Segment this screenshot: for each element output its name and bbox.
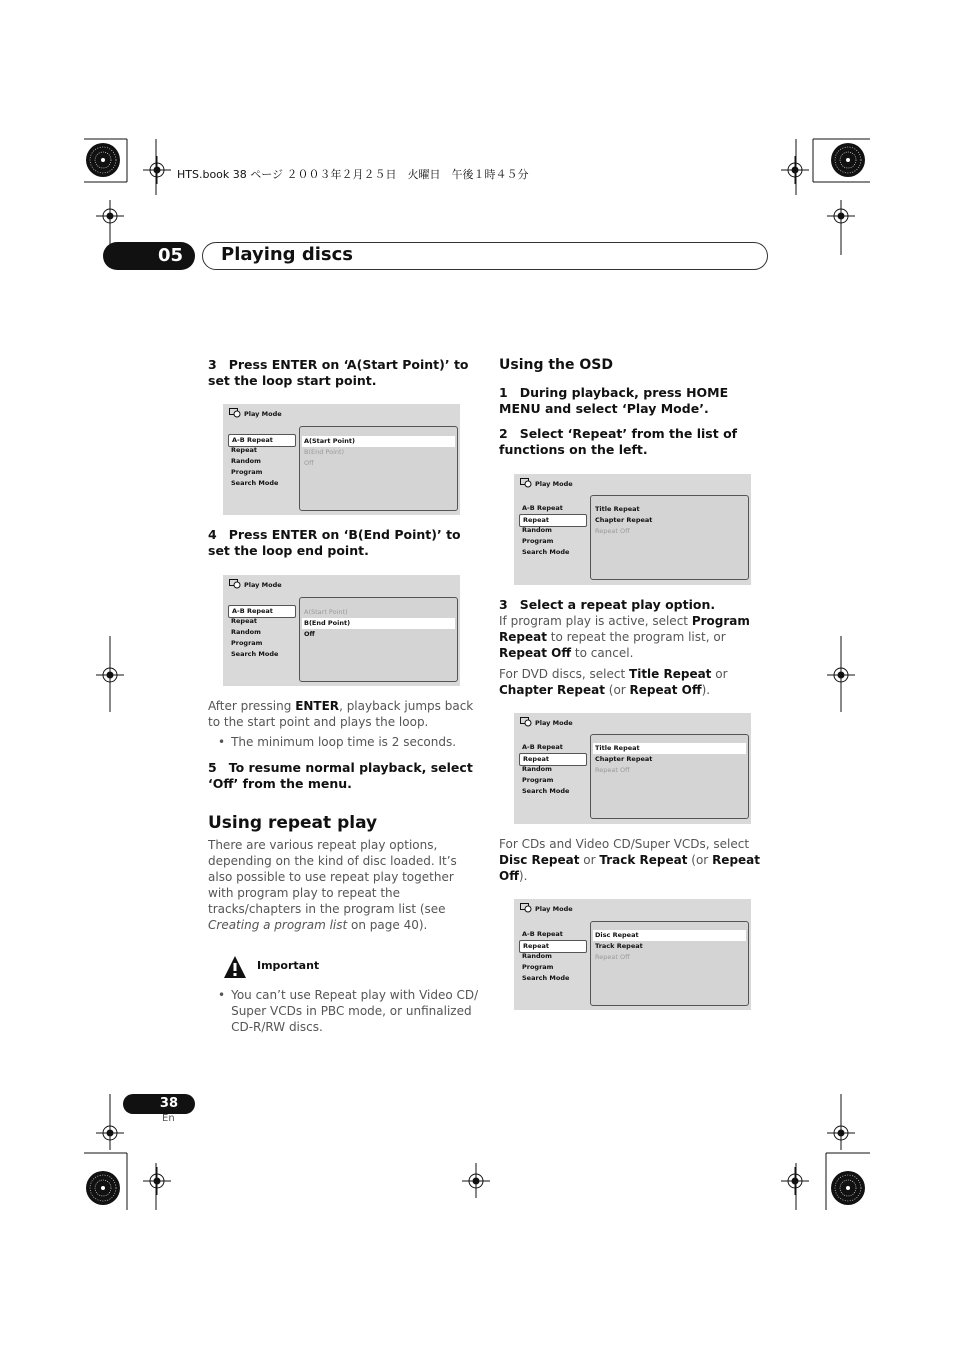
osd-menu-program: Program: [231, 639, 263, 647]
warning-icon: [223, 955, 247, 979]
program-repeat-text: If program play is active, select Program Repeat to repeat the program list, or Repeat Off to cancel.: [499, 614, 750, 660]
osd-menu-ab-repeat: A-B Repeat: [522, 930, 563, 938]
step-4-end-point: 4 Press ENTER on ‘B(End Point)’ to set the loop end point.: [208, 527, 461, 558]
osd-menu-ab-repeat: A-B Repeat: [522, 743, 563, 751]
osd-option-start-point: A(Start Point): [304, 608, 348, 616]
osd-menu-ab-repeat: A-B Repeat: [522, 504, 563, 512]
play-mode-icon: [520, 903, 532, 913]
step-2-select-repeat: 2 Select ‘Repeat’ from the list of functions on the left.: [499, 426, 738, 457]
osd-menu-program: Program: [522, 537, 554, 545]
osd-menu-program: Program: [231, 468, 263, 476]
osd-menu-program: Program: [522, 963, 554, 971]
osd-menu-repeat: Repeat: [519, 940, 587, 953]
page-language: En: [162, 1113, 175, 1124]
step-3-repeat-option: 3 Select a repeat play option.: [499, 597, 716, 612]
osd-menu-random: Random: [522, 765, 552, 773]
osd-option-off: Off: [304, 459, 314, 467]
osd-option-title-repeat: Title Repeat: [595, 505, 640, 513]
osd-screen-repeat-select: Play Mode A-B Repeat Repeat Random Program Search Mode Title Repeat Chapter Repeat Repeat Off: [514, 474, 751, 585]
osd-screen-end-point: Play Mode A-B Repeat Repeat Random Program Search Mode A(Start Point) B(End Point) Off: [223, 575, 460, 686]
osd-menu-search-mode: Search Mode: [522, 974, 570, 982]
osd-option-chapter-repeat: Chapter Repeat: [595, 516, 653, 524]
cd-repeat-text: For CDs and Video CD/Super VCDs, select Disc Repeat or Track Repeat (or Repeat Off).: [499, 837, 761, 883]
osd-option-repeat-off: Repeat Off: [595, 953, 630, 961]
play-mode-icon: [229, 408, 241, 418]
osd-screen-cd-repeat: Play Mode A-B Repeat Repeat Random Program Search Mode Disc Repeat Track Repeat Repeat Off: [514, 899, 751, 1010]
dvd-repeat-text: For DVD discs, select Title Repeat or Chapter Repeat (or Repeat Off).: [499, 667, 728, 697]
osd-option-end-point: B(End Point): [302, 618, 455, 629]
print-info-line: HTS.book 38 ページ ２００３年２月２５日 火曜日 午後１時４５分: [177, 168, 529, 181]
osd-menu-ab-repeat: A-B Repeat: [228, 434, 296, 447]
osd-menu-repeat: Repeat: [519, 514, 587, 527]
osd-menu-random: Random: [231, 628, 261, 636]
osd-menu-repeat: Repeat: [519, 753, 587, 766]
osd-option-chapter-repeat: Chapter Repeat: [595, 755, 653, 763]
important-label: Important: [257, 959, 320, 972]
osd-menu-program: Program: [522, 776, 554, 784]
play-mode-icon: [520, 478, 532, 488]
repeat-intro-text: There are various repeat play options, depending on the kind of disc loaded. It’s also possible to use repeat play together with program play to repeat the tracks/chapters in the program list (see Creating a program list on page 40).: [208, 838, 457, 932]
osd-option-end-point: B(End Point): [304, 448, 345, 456]
step-1-home-menu: 1 During playback, press HOME MENU and select ‘Play Mode’.: [499, 385, 729, 416]
important-bullet: • You can’t use Repeat play with Video CD/ Super VCDs in PBC mode, or unfinalized CD-R/RW discs.: [218, 988, 479, 1034]
after-pressing-text: After pressing ENTER, playback jumps back to the start point and plays the loop.: [208, 699, 474, 729]
chapter-number-badge: 05: [103, 242, 195, 270]
step-5-resume: 5 To resume normal playback, select ‘Off’ from the menu.: [208, 760, 473, 791]
osd-screen-start-point: Play Mode A-B Repeat Repeat Random Program Search Mode A(Start Point) B(End Point) Off: [223, 404, 460, 515]
osd-menu-search-mode: Search Mode: [522, 787, 570, 795]
osd-option-start-point: A(Start Point): [302, 436, 455, 447]
osd-menu-search-mode: Search Mode: [522, 548, 570, 556]
osd-menu-random: Random: [231, 457, 261, 465]
osd-menu-random: Random: [522, 952, 552, 960]
osd-menu-search-mode: Search Mode: [231, 479, 279, 487]
section-heading-using-osd: Using the OSD: [499, 357, 613, 373]
step-3-start-point: 3 Press ENTER on ‘A(Start Point)’ to set the loop start point.: [208, 357, 469, 388]
osd-menu-random: Random: [522, 526, 552, 534]
play-mode-icon: [229, 579, 241, 589]
osd-option-title-repeat: Title Repeat: [593, 743, 746, 754]
osd-menu-repeat: Repeat: [231, 617, 257, 625]
osd-option-off: Off: [304, 630, 315, 638]
play-mode-icon: [520, 717, 532, 727]
osd-menu-ab-repeat: A-B Repeat: [228, 605, 296, 618]
osd-menu-repeat: Repeat: [231, 446, 257, 454]
osd-option-repeat-off: Repeat Off: [595, 527, 630, 535]
osd-option-track-repeat: Track Repeat: [595, 942, 643, 950]
osd-screen-dvd-repeat: Play Mode A-B Repeat Repeat Random Program Search Mode Title Repeat Chapter Repeat Repeat Off: [514, 713, 751, 824]
page-number: 38: [123, 1094, 195, 1114]
osd-option-repeat-off: Repeat Off: [595, 766, 630, 774]
bullet-min-loop: • The minimum loop time is 2 seconds.: [218, 735, 457, 749]
osd-menu-search-mode: Search Mode: [231, 650, 279, 658]
section-heading-repeat-play: Using repeat play: [208, 813, 378, 833]
chapter-title: Playing discs: [221, 244, 353, 265]
osd-option-disc-repeat: Disc Repeat: [593, 930, 746, 941]
